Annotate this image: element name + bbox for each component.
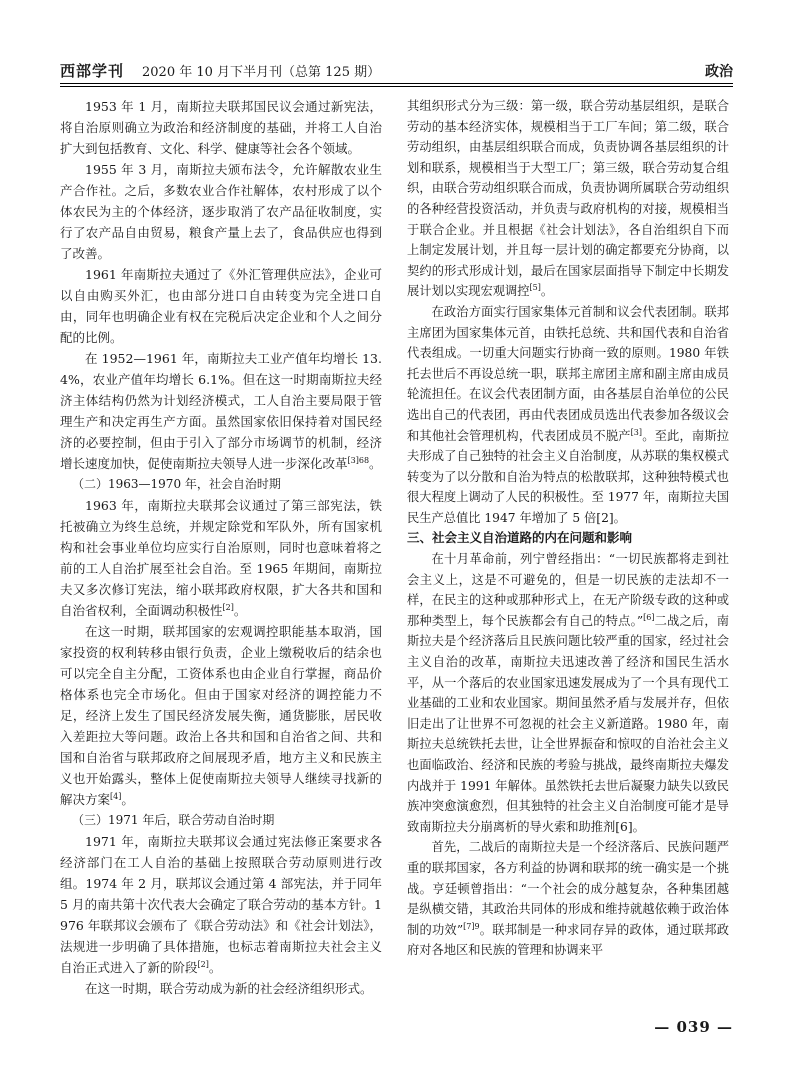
paragraph-text: 1971 年，南斯拉夫联邦议会通过宪法修正案要求各经济部门在工人自治的基础上按照联合劳动原则进行改组。1974 年 2 月，联邦议会通过第 4 部宪法，并于同年 5 月的南共第十次代表大会确定了联合劳动的基本方针。1976 年联邦议会颁布了《联合劳动法》和《社会计划法》，法规进一步明确了具体措施，也标志着南斯拉夫社会主义自治正式进入了新的阶段 bbox=[60, 834, 382, 975]
paragraph-text-tail: 。 bbox=[369, 456, 382, 471]
journal-logo: 西部学刊 bbox=[60, 62, 125, 80]
paragraph-text-tail: 。 bbox=[540, 284, 554, 299]
paragraph-text: （三）1971 年后，联合劳动自治时期 bbox=[72, 813, 275, 827]
paragraph-text: （二）1963—1970 年，社会自治时期 bbox=[72, 477, 281, 491]
paragraph-text-tail: 。 bbox=[208, 960, 222, 975]
paragraph-text: 在这一时期，联邦国家的宏观调控职能基本取消，国家投资的权利转移由银行负责，企业上缴税收后的结余也可以完全自主分配，工资体系也由企业自行掌握，商品价格体系也完全市场化。但由于国家对经济的调控能力不足，经济上发生了国民经济发展失衡，通货膨胀，居民收入差距拉大等问题。政治上各共和国和自治省之间、共和国和自治省与联邦政府之间展现矛盾，地方主义和民族主义也开始露头，整体上促使南斯拉夫领导人继续寻找新的解决方案 bbox=[60, 624, 382, 807]
paragraph-text: 1961 年南斯拉夫通过了《外汇管理供应法》，企业可以自由购买外汇，也由部分进口自由转变为完全进口自由，同年也明确企业有权在完税后决定企业和个人之间分配的比例。 bbox=[60, 267, 382, 345]
citation-marker: [3] bbox=[630, 427, 643, 437]
paragraph bbox=[60, 348, 382, 474]
header-rule-thin bbox=[60, 86, 733, 87]
citation-marker: [6] bbox=[643, 612, 655, 622]
paragraph-text-tail: 二战之后，南斯拉夫是个经济落后且民族问题比较严重的国家，经过社会主义自治的改革，南斯拉夫迅速改善了经济和国民生活水平，从一个落后的农业国家迅速发展成为了一个具有现代工业基础的工业和农业国家。期间虽然矛盾与发展并存，但依旧走出了让世界不可忽视的社会主义新道路。1980 年，南斯拉夫总统铁托去世，让全世界振奋和惊叹的自治社会主义也面临政治、经济和民族的考验与挑战，最终南斯拉夫爆发内战并于 1991 年解体。虽然铁托去世后凝聚力缺失以致民族冲突愈演愈烈，但其独特的社会主义自治制度可能才是导致南斯拉夫分崩离析的导火索和助推剂[6]。 bbox=[407, 613, 730, 834]
citation-marker: [2] bbox=[197, 959, 209, 969]
subsection-heading bbox=[60, 810, 382, 831]
left-column bbox=[60, 96, 382, 999]
citation-marker: [7]9 bbox=[463, 921, 480, 931]
paragraph-text: 1955 年 3 月，南斯拉夫颁布法令，允许解散农业生产合作社。之后，多数农业合作社解体，农村形成了以个体农民为主的个体经济，逐步取消了农产品征收制度，实行了农产品自由贸易，粮食产量上去了，食品供应也得到了改善。 bbox=[60, 162, 382, 261]
citation-marker: [2] bbox=[222, 602, 234, 612]
paragraph bbox=[407, 549, 729, 837]
paragraph-text: 首先，二战后的南斯拉夫是一个经济落后、民族问题严重的联邦国家，各方利益的协调和联邦的统一确实是一个挑战。亨廷顿曾指出：“一个社会的成分越复杂，各种集团越是纵横交错，其政治共同体的形成和维持就越依赖于政治体制的功效” bbox=[407, 840, 729, 937]
section-label: 政治 bbox=[705, 64, 733, 80]
paragraph-text: 1963 年，南斯拉夫联邦会议通过了第三部宪法，铁托被确立为终生总统，并规定除党和军队外，所有国家机构和社会事业单位均应实行自治原则，同时也意味着将之前的工人自治扩展至社会自治。至 1965 年期间，南斯拉夫又多次修订宪法，缩小联邦政府权限，扩大各共和国和自治省权利，全面调动积极性 bbox=[60, 498, 382, 618]
paragraph bbox=[60, 159, 382, 264]
header-rule-thick bbox=[60, 83, 733, 84]
paragraph-text: 1953 年 1 月，南斯拉夫联邦国民议会通过新宪法，将自治原则确立为政治和经济制度的基础，并将工人自治扩大到包括教育、文化、科学、健康等社会各个领域。 bbox=[60, 99, 382, 156]
paragraph bbox=[60, 621, 382, 810]
page-header bbox=[60, 60, 733, 82]
section-heading bbox=[407, 528, 729, 549]
paragraph-text: 在这一时期，联合劳动成为新的社会经济组织形式。 bbox=[85, 981, 373, 996]
citation-marker: [3]68 bbox=[347, 455, 370, 465]
paragraph-text: 在 1952—1961 年，南斯拉夫工业产值年均增长 13.4%，农业产值年均增长 6.1%。但在这一时期南斯拉夫经济主体结构仍然为计划经济模式，工人自治主要局限于管理生产和决定再生产方面。虽然国家依旧保持着对国民经济的必要控制，但由于引入了部分市场调节的机制，经济增长速度加快，促使南斯拉夫领导人进一步深化改革 bbox=[60, 351, 382, 471]
issue-info: 2020 年 10 月下半月刊（总第 125 期） bbox=[142, 65, 381, 80]
paragraph bbox=[60, 978, 382, 999]
paragraph-text: 其组织形式分为三级：第一级，联合劳动基层组织，是联合劳动的基本经济实体，规模相当于工厂车间；第二级，联合劳动组织，由基层组织联合而成，负责协调各基层组织的计划和联系，规模相当于大型工厂；第三级，联合劳动复合组织，由联合劳动组织联合而成，负责协调所属联合劳动组织的各种经营投资活动，并负责与政府机构的对接，规模相当于联合企业。并且根据《社会计划法》，各自治组织自下而上制定发展计划，并且每一层计划的确定都要充分协商，以契约的形式形成计划，最后在国家层面指导下制定中长期发展计划以实现宏观调控 bbox=[407, 99, 729, 299]
paragraph bbox=[407, 96, 729, 302]
paragraph bbox=[407, 302, 729, 529]
citation-marker: [5] bbox=[529, 283, 541, 293]
paragraph-text-tail: 。至此，南斯拉夫形成了自己独特的社会主义自治制度，从苏联的集权模式转变为了以分散和自治为特点的松散联邦，这种独特模式也很大程度上调动了人民的积极性。至 1977 年，南斯拉夫国民生产总值比 1947 年增加了 5 倍[2]。 bbox=[407, 428, 729, 525]
page-number: — 039 — bbox=[654, 1018, 733, 1036]
paragraph-text: 三、社会主义自治道路的内在问题和影响 bbox=[407, 530, 633, 546]
paragraph-text: 在十月革命前，列宁曾经指出：“一切民族都将走到社会主义上，这是不可避免的，但是一切民族的走法却不一样，在民主的这种或那种形式上，在无产阶级专政的这种或那种类型上，每个民族都会有自己的特点。” bbox=[407, 552, 729, 628]
paragraph bbox=[60, 264, 382, 348]
paragraph-text-tail: 。 bbox=[121, 792, 134, 807]
paragraph-text: 在政治方面实行国家集体元首制和议会代表团制。联邦主席团为国家集体元首，由铁托总统、共和国代表和自治省代表组成。一切重大问题实行协商一致的原则。1980 年铁托去世后不再设总统一职，联邦主席团主席和副主席由成员轮流担任。在议会代表团制方面，由各基层自治单位的公民选出自己的代表团，再由代表团成员选出代表参加各级议会和其他社会管理机构，代表团成员不脱产 bbox=[407, 304, 729, 443]
subsection-heading bbox=[60, 474, 382, 495]
citation-marker: [4] bbox=[110, 791, 122, 801]
right-column bbox=[407, 96, 729, 961]
paragraph bbox=[60, 831, 382, 978]
paragraph-text-tail: 。联邦制是一种求同存异的政体，通过联邦政府对各地区和民族的管理和协调来平 bbox=[407, 922, 730, 958]
paragraph-text-tail: 。 bbox=[233, 603, 247, 618]
paragraph bbox=[60, 495, 382, 621]
paragraph bbox=[407, 837, 729, 961]
paragraph bbox=[60, 96, 382, 159]
